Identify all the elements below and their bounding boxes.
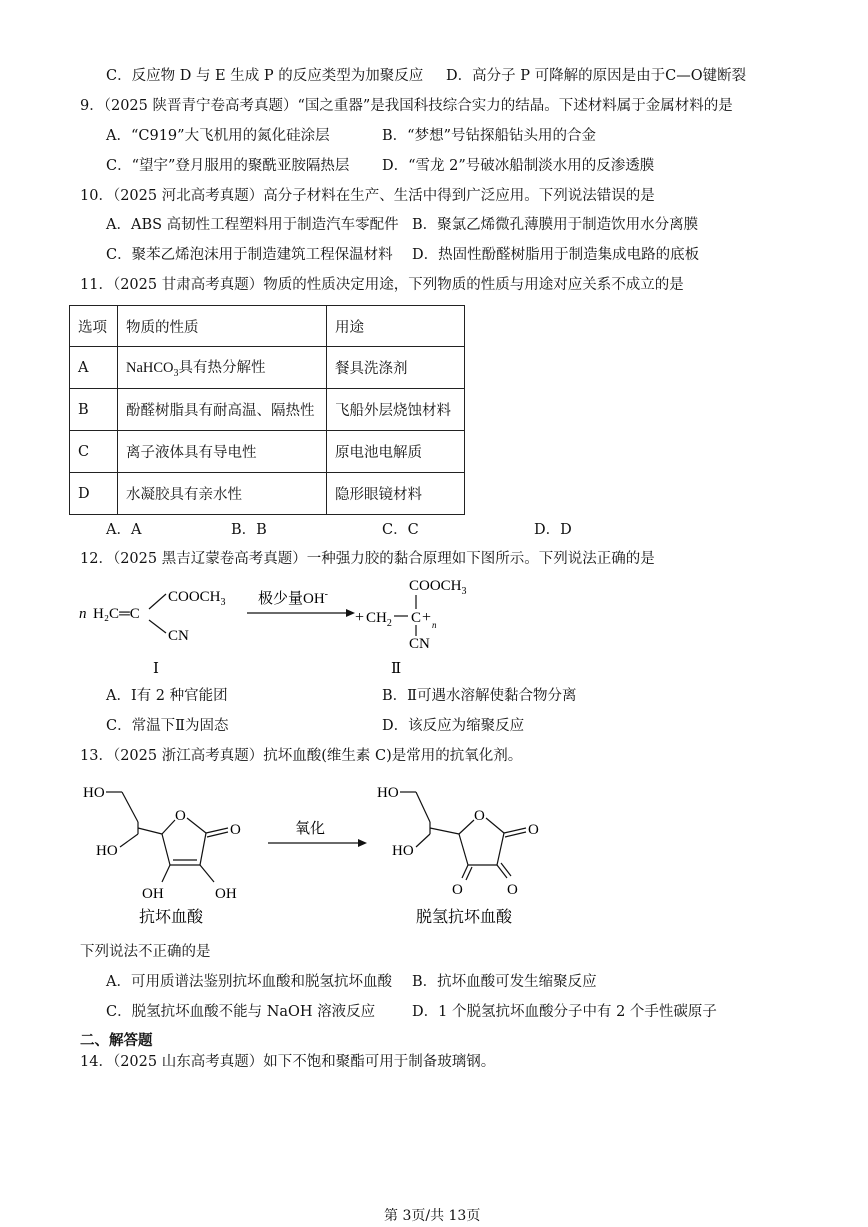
table-cell-property: 水凝胶具有亲水性 [118, 473, 327, 515]
table-cell-property: 离子液体具有导电性 [118, 431, 327, 473]
page-number: 第 3页/共 13页 [384, 1208, 481, 1224]
arrowhead-icon [358, 839, 367, 847]
polymer-subscript-n: n [432, 620, 437, 630]
polymer-c: C [411, 610, 422, 626]
q13-option-c: C．脱氢抗坏血酸不能与 NaOH 溶液反应 [106, 1004, 376, 1020]
q13-oxidation-scheme [0, 770, 868, 935]
coefficient-n: n [79, 606, 87, 622]
q10-option-a: A．ABS 高韧性工程塑料用于制造汽车零配件 [106, 217, 399, 233]
q11-stem: 11．（2025 甘肃高考真题）物质的性质决定用途，下列物质的性质与用途对应关系不成立的是 [80, 277, 684, 293]
q13-question-text: 下列说法不正确的是 [80, 944, 211, 960]
q12-option-a: A．Ⅰ有 2 种官能团 [106, 688, 228, 704]
ascorbic-acid-name: 抗坏血酸 [139, 909, 204, 926]
q10-stem: 10．（2025 河北高考真题）高分子材料在生产、生活中得到广泛应用。下列说法错误的是 [80, 188, 655, 204]
table-row [70, 347, 465, 389]
reaction-condition: 极少量OH- [258, 589, 329, 607]
q11-table [69, 305, 465, 515]
q13-option-a: A．可用质谱法鉴别抗坏血酸和脱氢抗坏血酸 [106, 974, 392, 990]
atom-label: HO [96, 843, 118, 859]
table-cell-use: 隐形眼镜材料 [327, 473, 465, 515]
polymer-bracket-left: + [355, 609, 365, 626]
q9-stem: 9．（2025 陕晋青宁卷高考真题）“国之重器”是我国科技综合实力的结晶。下述材料属于金属材料的是 [80, 98, 733, 114]
dehydroascorbic-acid-name: 脱氢抗坏血酸 [416, 909, 513, 926]
q9-option-a: A．“C919”大飞机用的氮化硅涂层 [106, 128, 330, 144]
atom-label: O [175, 808, 186, 824]
table-header-use: 用途 [327, 306, 465, 347]
section-heading: 二、解答题 [80, 1033, 153, 1049]
table-cell-option: D [70, 473, 118, 515]
table-header-option: 选项 [70, 306, 118, 347]
table-row [70, 431, 465, 473]
atom-label: HO [83, 785, 105, 801]
q12-option-c: C．常温下Ⅱ为固态 [106, 718, 229, 734]
q11-option-c: C．C [382, 522, 419, 538]
atom-label: O [507, 882, 518, 898]
q11-option-b: B．B [231, 522, 267, 538]
atom-label: O [452, 882, 463, 898]
table-cell-property: 酚醛树脂具有耐高温、隔热性 [118, 389, 327, 431]
table-header-row [70, 306, 465, 347]
cyano-group: CN [168, 628, 189, 644]
table-cell-option: A [70, 347, 118, 389]
ascorbic-acid-structure [83, 785, 241, 902]
table-header-property: 物质的性质 [118, 306, 327, 347]
atom-label: OH [215, 886, 237, 902]
table-cell-use: 飞船外层烧蚀材料 [327, 389, 465, 431]
atom-label: O [230, 822, 241, 838]
q13-stem: 13．（2025 浙江高考真题）抗坏血酸(维生素 C)是常用的抗氧化剂。 [80, 748, 523, 764]
q8-option-d: D．高分子 P 可降解的原因是由于C—O键断裂 [446, 68, 747, 84]
atom-label: OH [142, 886, 164, 902]
table-cell-option: B [70, 389, 118, 431]
monomer-backbone: H₂C═C [93, 606, 140, 622]
q12-reaction-scheme [0, 570, 868, 682]
polymer-bracket-right: + [422, 609, 432, 626]
table-cell-use: 原电池电解质 [327, 431, 465, 473]
q13-option-d: D．1 个脱氢抗坏血酸分子中有 2 个手性碳原子 [412, 1004, 717, 1020]
bond-line [149, 620, 166, 633]
polymer-ester-group: $COOCH_3$ [409, 578, 467, 597]
q9-option-b: B．“梦想”号钻探船钻头用的合金 [382, 128, 596, 144]
q12-option-b: B．Ⅱ可遇水溶解使黏合物分离 [382, 688, 577, 704]
q14-stem: 14．（2025 山东高考真题）如下不饱和聚酯可用于制备玻璃钢。 [80, 1054, 496, 1070]
bond-line [149, 594, 166, 609]
table-row [70, 389, 465, 431]
q13-option-b: B．抗坏血酸可发生缩聚反应 [412, 974, 597, 990]
q11-option-d: D．D [534, 522, 572, 538]
polymer-cyano-group: CN [409, 636, 430, 652]
table-row [70, 473, 465, 515]
q10-option-d: D．热固性酚醛树脂用于制造集成电路的底板 [412, 247, 700, 263]
q9-option-d: D．“雪龙 2”号破冰船制淡水用的反渗透膜 [382, 158, 655, 174]
atom-label: HO [377, 785, 399, 801]
oxidation-label: 氧化 [295, 821, 326, 837]
dehydroascorbic-acid-structure [377, 785, 539, 898]
property-formula-subscript: 3 [173, 367, 179, 379]
atom-label: HO [392, 843, 414, 859]
table-cell-use: 餐具洗涤剂 [327, 347, 465, 389]
property-text: 具有热分解性 [178, 360, 266, 377]
table-cell-property [118, 347, 327, 389]
compound-label-2: Ⅱ [391, 661, 402, 677]
q8-option-c: C．反应物 D 与 E 生成 P 的反应类型为加聚反应 [106, 68, 424, 84]
atom-label: O [528, 822, 539, 838]
q10-option-c: C．聚苯乙烯泡沫用于制造建筑工程保温材料 [106, 247, 393, 263]
q11-option-a: A．A [106, 522, 142, 538]
compound-label-1: Ⅰ [153, 661, 159, 677]
table-cell-option: C [70, 431, 118, 473]
q9-option-c: C．“望宇”登月服用的聚酰亚胺隔热层 [106, 158, 350, 174]
property-formula: NaHCO [126, 360, 174, 377]
polymer-ch2: $CH_2$ [366, 610, 392, 629]
q12-option-d: D．该反应为缩聚反应 [382, 718, 525, 734]
atom-label: O [474, 808, 485, 824]
q12-stem: 12．（2025 黑吉辽蒙卷高考真题）一种强力胶的黏合原理如下图所示。下列说法正确的是 [80, 551, 655, 567]
ester-group: $COOCH_3$ [168, 589, 226, 608]
q10-option-b: B．聚氯乙烯微孔薄膜用于制造饮用水分离膜 [412, 217, 699, 233]
arrowhead-icon [346, 609, 355, 617]
